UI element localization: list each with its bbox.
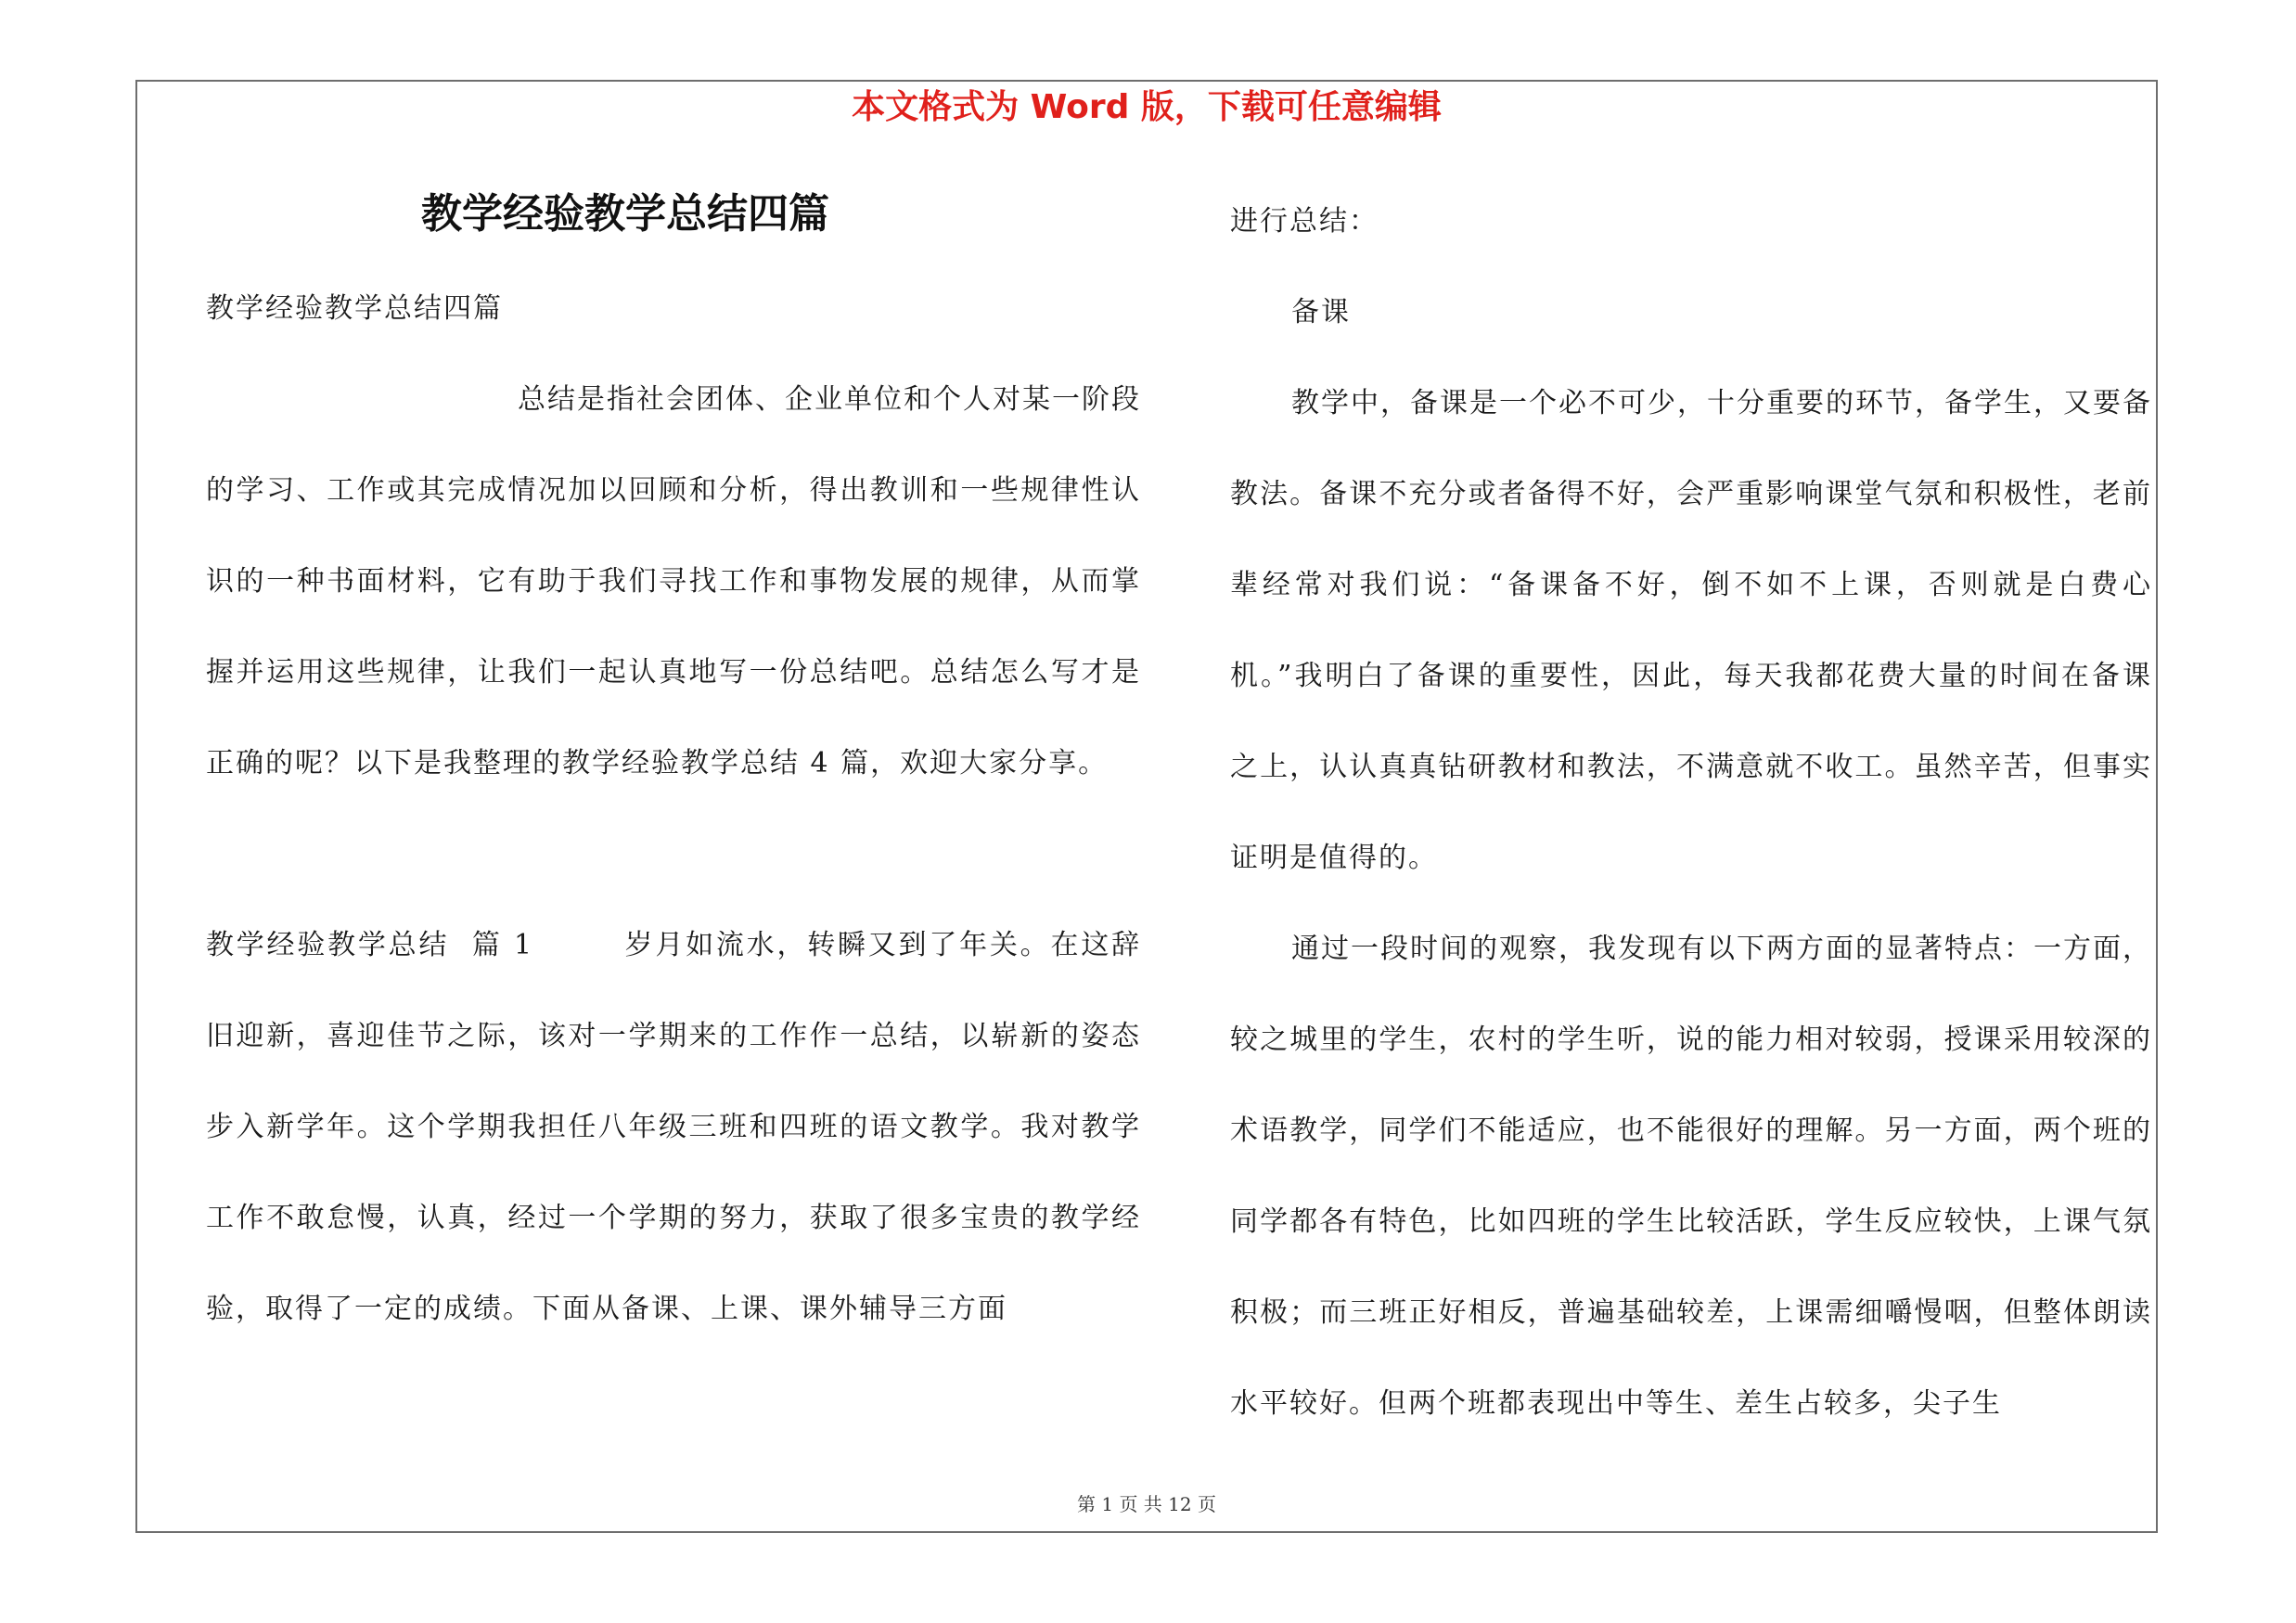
right-column — [1230, 176, 2152, 1449]
format-banner: 本文格式为 Word 版，下载可任意编辑 — [852, 88, 1442, 126]
page-number-footer: 第 1 页 共 12 页 — [1077, 1493, 1216, 1515]
section-1-paragraph: 教学经验教学总结 篇 1 岁月如流水，转瞬又到了年关。在这辞旧迎新，喜迎佳节之际，该对一学期来的工作作一总结，以崭新的姿态步入新学年。这个学期我担任八年级三班和四班的语文教学。我对教学工作不敢怠慢，认真，经过一个学期的努力，获取了很多宝贵的教学经验，取得了一定的成绩。下面从备课、上课、课外辅导三方面 — [206, 929, 1141, 1325]
document-title: 教学经验教学总结四篇 — [421, 190, 829, 238]
document-subtitle: 教学经验教学总结四篇 — [206, 292, 503, 325]
observation-paragraph: 通过一段时间的观察，我发现有以下两方面的显著特点：一方面，较之城里的学生，农村的学生听，说的能力相对较弱，授课采用较深的术语教学，同学们不能适应，也不能很好的理解。另一方面，两个班的同学都各有特色，比如四班的学生比较活跃，学生反应较快，上课气氛积极；而三班正好相反，普遍基础较差，上课需细嚼慢咽，但整体朗读水平较好。但两个班都表现出中等生、差生占较多，尖子生 — [1230, 933, 2152, 1420]
intro-paragraph: 总结是指社会团体、企业单位和个人对某一阶段的学习、工作或其完成情况加以回顾和分析，得出教训和一些规律性认识的一种书面材料，它有助于我们寻找工作和事物发展的规律，从而掌握并运用这些规律，让我们一起认真地写一份总结吧。总结怎么写才是正确的呢？以下是我整理的教学经验教学总结 4 篇，欢迎大家分享。 — [206, 383, 1141, 779]
paragraph-spacer — [206, 809, 1141, 900]
left-column — [206, 176, 1141, 1355]
preparation-paragraph: 教学中，备课是一个必不可少，十分重要的环节，备学生，又要备教法。备课不充分或者备得不好，会严重影响课堂气氛和积极性，老前辈经常对我们说：“备课备不好，倒不如不上课，否则就是白费心机。”我明白了备课的重要性，因此，每天我都花费大量的时间在备课之上，认认真真钻研教材和教法，不满意就不收工。虽然辛苦，但事实证明是值得的。 — [1230, 387, 2152, 874]
continuation-line: 进行总结： — [1230, 205, 1379, 238]
section-heading-preparation: 备课 — [1291, 296, 1351, 328]
